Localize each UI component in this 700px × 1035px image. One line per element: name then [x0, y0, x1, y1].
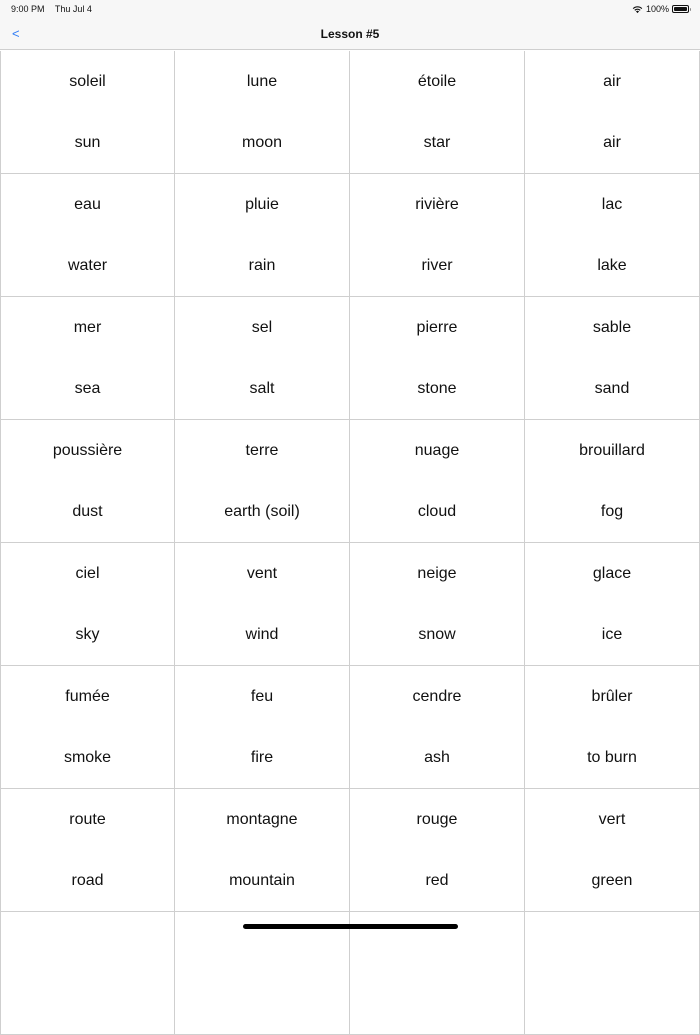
vocab-card[interactable] — [0, 789, 175, 912]
vocab-card[interactable] — [350, 912, 525, 1035]
vocab-card[interactable] — [350, 51, 525, 174]
french-word: mer — [73, 319, 102, 336]
vocab-card[interactable] — [350, 666, 525, 789]
french-word: vent — [246, 565, 278, 582]
back-button[interactable]: < — [12, 26, 20, 41]
battery-percent: 100% — [645, 4, 669, 14]
vocab-card[interactable] — [0, 51, 175, 174]
vocab-card[interactable] — [175, 543, 350, 666]
french-word: sel — [251, 319, 273, 336]
english-word: sky — [75, 626, 100, 643]
vocab-card[interactable] — [175, 789, 350, 912]
english-word: fire — [250, 749, 274, 766]
french-word: poussière — [52, 442, 123, 459]
french-word: ciel — [75, 565, 100, 582]
vocab-card[interactable] — [350, 789, 525, 912]
english-word: ash — [424, 749, 450, 766]
french-word: rivière — [415, 196, 459, 213]
english-word: rain — [248, 257, 276, 274]
french-word: terre — [245, 442, 279, 459]
english-word: moon — [241, 134, 283, 151]
english-word: sea — [74, 380, 101, 397]
french-word: cendre — [412, 688, 462, 705]
french-word: lac — [601, 196, 623, 213]
vocab-grid — [0, 51, 700, 1035]
french-word: vert — [598, 811, 626, 828]
home-indicator[interactable] — [243, 924, 458, 929]
french-word: lune — [246, 73, 278, 90]
page-title: Lesson #5 — [320, 27, 380, 41]
english-word: to burn — [587, 749, 637, 766]
vocab-card[interactable] — [0, 666, 175, 789]
french-word: feu — [250, 688, 274, 705]
vocab-card[interactable] — [350, 543, 525, 666]
english-word: water — [67, 257, 108, 274]
french-word: eau — [74, 196, 101, 213]
english-word: river — [421, 257, 453, 274]
vocab-card[interactable] — [0, 297, 175, 420]
status-right — [632, 4, 689, 14]
nav-bar — [0, 20, 700, 50]
vocab-card[interactable] — [525, 420, 700, 543]
french-word: pierre — [416, 319, 458, 336]
french-word: nuage — [414, 442, 460, 459]
vocab-card[interactable] — [0, 174, 175, 297]
english-word: air — [603, 134, 621, 151]
french-word: fumée — [65, 688, 110, 705]
french-word: brûler — [591, 688, 633, 705]
english-word: sand — [594, 380, 630, 397]
english-word: stone — [417, 380, 457, 397]
english-word: dust — [72, 503, 103, 520]
english-word: earth (soil) — [224, 503, 300, 520]
english-word: green — [591, 872, 633, 889]
french-word: route — [69, 811, 106, 828]
french-word: glace — [592, 565, 632, 582]
english-word: lake — [597, 257, 627, 274]
vocab-card[interactable] — [175, 912, 350, 1035]
english-word: salt — [249, 380, 275, 397]
french-word: montagne — [226, 811, 298, 828]
battery-icon — [672, 5, 689, 13]
status-date: Thu Jul 4 — [54, 4, 92, 14]
vocab-card[interactable] — [175, 420, 350, 543]
english-word: snow — [418, 626, 456, 643]
french-word: sable — [592, 319, 632, 336]
status-time: 9:00 PM — [11, 4, 45, 14]
vocab-card[interactable] — [0, 912, 175, 1035]
english-word: cloud — [417, 503, 457, 520]
vocab-card[interactable] — [175, 666, 350, 789]
french-word: étoile — [417, 73, 457, 90]
vocab-card[interactable] — [525, 174, 700, 297]
vocab-card[interactable] — [525, 912, 700, 1035]
status-left — [11, 4, 100, 14]
french-word: neige — [417, 565, 457, 582]
french-word: pluie — [245, 196, 279, 213]
vocab-card[interactable] — [525, 51, 700, 174]
vocab-card[interactable] — [0, 420, 175, 543]
vocab-card[interactable] — [350, 297, 525, 420]
vocab-card[interactable] — [350, 174, 525, 297]
english-word: mountain — [229, 872, 295, 889]
status-bar — [0, 0, 700, 20]
english-word: road — [71, 872, 104, 889]
wifi-icon — [632, 5, 643, 14]
vocab-card[interactable] — [525, 666, 700, 789]
english-word: fog — [600, 503, 624, 520]
vocab-card[interactable] — [0, 543, 175, 666]
vocab-card[interactable] — [350, 420, 525, 543]
vocab-card[interactable] — [175, 51, 350, 174]
english-word: smoke — [63, 749, 112, 766]
vocab-card[interactable] — [525, 543, 700, 666]
french-word: brouillard — [579, 442, 645, 459]
english-word: star — [423, 134, 451, 151]
english-word: red — [425, 872, 449, 889]
english-word: sun — [74, 134, 101, 151]
vocab-card[interactable] — [525, 789, 700, 912]
french-word: air — [603, 73, 621, 90]
french-word: rouge — [416, 811, 458, 828]
vocab-card[interactable] — [175, 297, 350, 420]
vocab-card[interactable] — [175, 174, 350, 297]
english-word: ice — [601, 626, 623, 643]
vocab-card[interactable] — [525, 297, 700, 420]
english-word: wind — [245, 626, 279, 643]
french-word: soleil — [69, 73, 106, 90]
